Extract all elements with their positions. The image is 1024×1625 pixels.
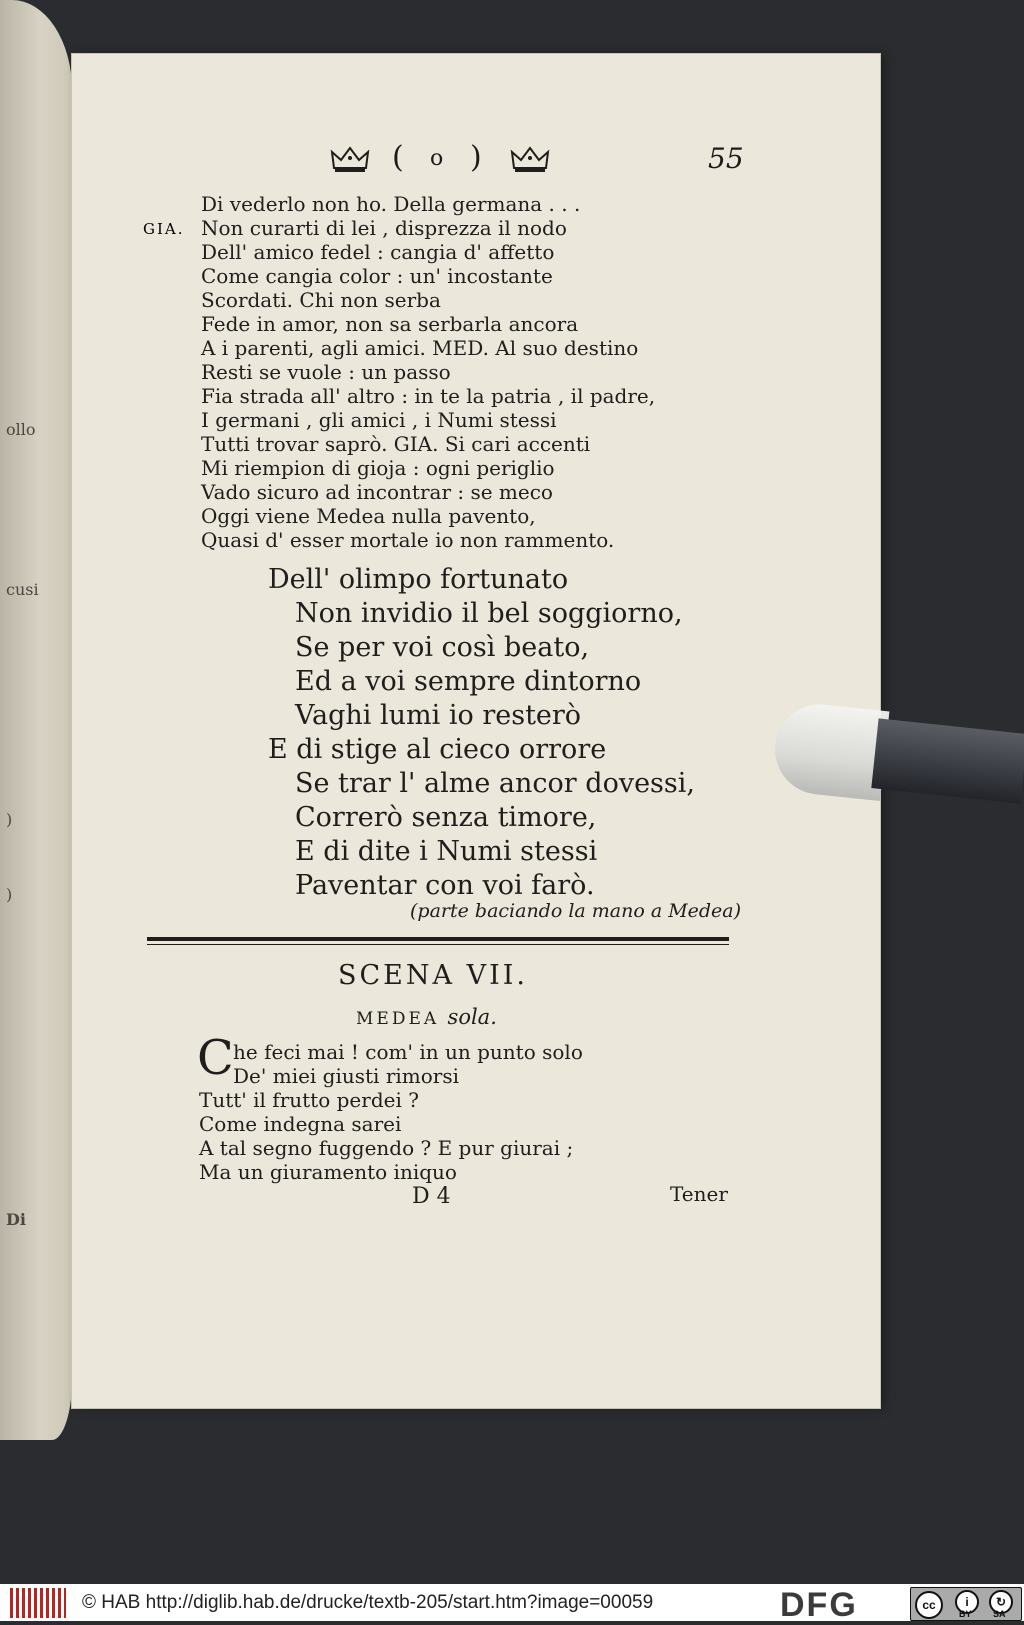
source-link[interactable]: © HAB http://diglib.hab.de/drucke/textb-205/start.htm?image=00059 <box>82 1592 654 1613</box>
facing-page-edge <box>0 0 72 1440</box>
drop-cap: C <box>197 1030 234 1086</box>
signature-mark: D 4 <box>412 1184 451 1209</box>
scene-divider-thin <box>147 944 729 945</box>
dialogue-line: I germani , gli amici , i Numi stessi <box>201 408 557 432</box>
facing-page-fragment: cusi <box>6 580 39 599</box>
dialogue-line: Tutti trovar saprò. GIA. Si cari accenti <box>201 432 591 456</box>
dialogue-line: Quasi d' esser mortale io non rammento. <box>201 528 615 552</box>
crown-ornament-icon <box>510 144 550 174</box>
speaker-label: GIA. <box>143 220 185 238</box>
aria-line: Paventar con voi farò. <box>295 870 595 901</box>
license-sa-label: SA <box>993 1609 1006 1619</box>
dialogue-line: Come cangia color : un' incostante <box>201 264 553 288</box>
hab-logo-icon <box>10 1588 66 1618</box>
dialogue-line: Scordati. Chi non serba <box>201 288 441 312</box>
scene-divider <box>147 937 729 941</box>
aria-line: Se per voi così beato, <box>295 632 590 663</box>
facing-page-fragment: ollo <box>6 420 36 439</box>
dialogue-line: Fia strada all' altro : in te la patria , il padre, <box>201 384 656 408</box>
scene-title: SCENA VII. <box>338 960 528 991</box>
page-clamp-arm <box>871 718 1024 803</box>
dialogue-line: Oggi viene Medea nulla pavento, <box>201 504 536 528</box>
aria-line: Non invidio il bel soggiorno, <box>295 598 683 629</box>
facing-page-fragment: Di <box>6 1210 26 1229</box>
dfg-logo: DFG <box>780 1586 858 1624</box>
header-right-paren: ) <box>470 140 482 175</box>
header-center-mark: o <box>430 146 444 171</box>
cc-license-badge[interactable] <box>910 1587 1022 1621</box>
dialogue-line: Resti se vuole : un passo <box>201 360 451 384</box>
dialogue-line: Fede in amor, non sa serbarla ancora <box>201 312 579 336</box>
facing-page-fragment: ) <box>6 885 13 904</box>
scene-character-name: MEDEA <box>356 1009 440 1029</box>
dialogue-line: Mi riempion di gioja : ogni periglio <box>201 456 555 480</box>
aria-line: E di stige al cieco orrore <box>268 734 607 765</box>
dialogue-line: Dell' amico fedel : cangia d' affetto <box>201 240 555 264</box>
scene-line: Ma un giuramento iniquo <box>199 1160 457 1184</box>
by-attribution-icon: i <box>955 1590 979 1614</box>
dialogue-line: Vado sicuro ad incontrar : se meco <box>201 480 553 504</box>
dialogue-line: A i parenti, agli amici. MED. Al suo destino <box>201 336 639 360</box>
dialogue-line: Di vederlo non ho. Della germana . . . <box>201 192 581 216</box>
scene-line: A tal segno fuggendo ? E pur giurai ; <box>199 1136 574 1160</box>
scene-line: he feci mai ! com' in un punto solo <box>233 1040 583 1064</box>
page-header <box>330 140 560 180</box>
scene-line: Tutt' il frutto perdei ? <box>199 1088 419 1112</box>
scene-character-note: sola. <box>447 1005 497 1029</box>
page-number: 55 <box>708 142 744 175</box>
scene-character <box>356 1005 497 1029</box>
stage-direction: (parte baciando la mano a Medea) <box>410 900 742 922</box>
license-by-label: BY <box>959 1609 972 1619</box>
header-left-paren: ( <box>392 140 404 175</box>
aria-line: E di dite i Numi stessi <box>295 836 598 867</box>
aria-line: Dell' olimpo fortunato <box>268 564 569 595</box>
aria-line: Ed a voi sempre dintorno <box>295 666 642 697</box>
viewer-footer-bar <box>0 1584 1024 1624</box>
cc-icon: cc <box>915 1591 943 1619</box>
scene-line: De' miei giusti rimorsi <box>233 1064 459 1088</box>
catchword: Tener <box>670 1182 728 1206</box>
share-alike-icon: ↻ <box>989 1590 1013 1614</box>
aria-line: Se trar l' alme ancor dovessi, <box>295 768 695 799</box>
facing-page-fragment: ) <box>6 810 13 829</box>
crown-ornament-icon <box>330 144 370 174</box>
scene-line: Come indegna sarei <box>199 1112 402 1136</box>
aria-line: Vaghi lumi io resterò <box>295 700 582 731</box>
dialogue-line: Non curarti di lei , disprezza il nodo <box>201 216 567 240</box>
aria-line: Correrò senza timore, <box>295 802 597 833</box>
